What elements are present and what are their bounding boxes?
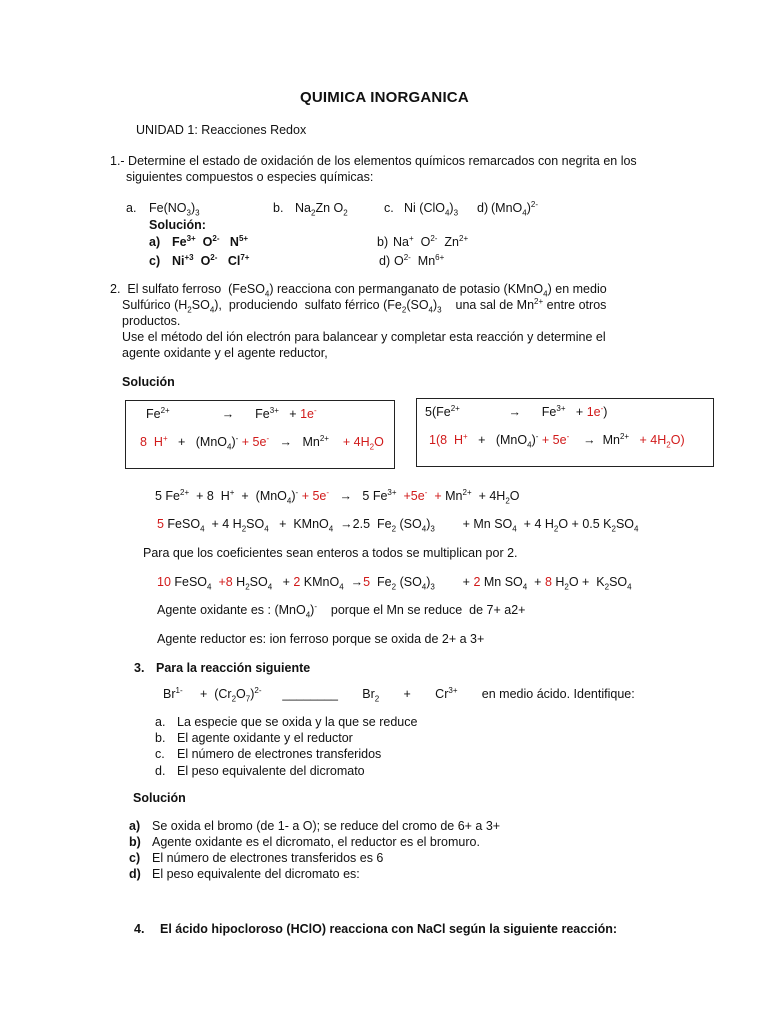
q1-item-d-label: d): [477, 201, 489, 215]
q2-solution-label: Solución: [122, 375, 175, 389]
q4-text: El ácido hipocloroso (HClO) reacciona con NaCl según la siguiente reacción:: [160, 922, 618, 936]
equation-molecular: 5 FeSO$_4$ + 4 $H_2SO_4$ + KMnO$_4$ →2.5 $Fe_2$ $(SO_4)_3$ + Mn $SO_4 + 4$ $H_2O + 0.5$ $K_2SO_4$: [157, 517, 639, 534]
coefficients-note: Para que los coeficientes sean enteros a todos se multiplican por 2.: [143, 546, 518, 560]
q3-ans-d-label: d): [129, 867, 141, 881]
equation-ionic: 5 $Fe^{2+} + 8$ H+ + (MnO$_4$)- + 5e- → 5 $Fe^{3+} +5e^- + Mn^{2+} + 4H_2O$: [155, 487, 520, 506]
q3-item-c: El número de electrones transferidos: [177, 747, 382, 761]
q3-item-a-label: a.: [155, 715, 166, 729]
box1-row1: $Fe^{2+}$ → $Fe^{3+} + 1e^-$: [146, 405, 317, 421]
q2-line2: Sulfúrico $(H_2SO_4)$, produciendo sulfato férrico ($Fe_2(SO_4)_3$ una sal de $Mn^{2+}$ entre otros: [122, 296, 607, 315]
half-reactions-box: [125, 400, 395, 469]
q2-line1: 2. El sulfato ferroso (FeSO$_4$) reacciona con permanganato de potasio (KMnO$_4$) en medio: [110, 282, 607, 299]
q1-item-b-label: b.: [273, 201, 284, 215]
q3-ans-c: El número de electrones transferidos es 6: [152, 851, 384, 865]
q2-line5: agente oxidante y el agente reductor,: [122, 346, 328, 360]
unit-heading: UNIDAD 1: Reacciones Redox: [136, 123, 307, 137]
q1-item-c-label: c.: [384, 201, 394, 215]
oxidizing-agent-text: Agente oxidante es : (MnO$_4$)- porque el Mn se reduce de 7+ a2+: [157, 601, 526, 620]
q3-reaction: $Br^{1-}$ + $(Cr_2O_7)^{2-}$ ________ $Br_2$ + $Cr^{3+}$ en medio ácido. Identifique:: [163, 685, 635, 704]
q3-item-d: El peso equivalente del dicromato: [177, 764, 365, 778]
q4-number: 4.: [134, 922, 145, 936]
q1-ans-a-label: a): [149, 235, 161, 249]
q1-item-a: $Fe(NO_3)_3$: [149, 201, 200, 218]
q3-item-c-label: c.: [155, 747, 165, 761]
q3-item-b-label: b.: [155, 731, 166, 745]
balanced-half-reactions-box: [416, 398, 714, 467]
q3-item-d-label: d.: [155, 764, 166, 778]
q3-ans-d: El peso equivalente del dicromato es:: [152, 867, 360, 881]
box2-row2: 1(8 H+ + (MnO$_4$)- + 5e- → $Mn^{2+}$ + $4H_2O$): [429, 431, 685, 450]
q1-item-d: $(MnO_4)^{2-}$: [491, 199, 538, 218]
reducing-agent-text: Agente reductor es: ion ferroso porque se oxida de 2+ a 3+: [157, 632, 485, 646]
q3-ans-a: Se oxida el bromo (de 1- a O); se reduce del cromo de 6+ a 3+: [152, 819, 501, 833]
q2-line4: Use el método del ión electrón para balancear y completar esta reacción y determine el: [122, 330, 606, 344]
q1-item-a-label: a.: [126, 201, 137, 215]
q1-ans-c: $Ni^{+3}$ $O^{2-}$ $Cl^{7+}$: [172, 252, 250, 268]
q1-item-b: $Na_2Zn$ $O_2$: [295, 201, 348, 218]
q1-line1: 1.- Determine el estado de oxidación de los elementos químicos remarcados con negrita en los: [110, 154, 637, 168]
q3-ans-a-label: a): [129, 819, 141, 833]
q3-item-b: El agente oxidante y el reductor: [177, 731, 353, 745]
page-title: QUIMICA INORGANICA: [300, 89, 469, 106]
q3-heading: Para la reacción siguiente: [156, 661, 311, 675]
box2-row1: $5(Fe^{2+}$ → $Fe^{3+} + 1e^-$): [425, 403, 608, 419]
box1-row2: 8 $H^+ + (MnO_4)^- + 5e^- \to Mn^{2+}$ + $4H_2O$: [140, 433, 384, 452]
q1-line2: siguientes compuestos o especies químicas:: [126, 170, 374, 184]
q1-ans-a: $Fe^{3+}$ $O^{2-}$ $N^{5+}$: [172, 233, 249, 249]
q3-ans-b: Agente oxidante es el dicromato, el reductor es el bromuro.: [152, 835, 480, 849]
q1-ans-b-label: b): [377, 235, 389, 249]
equation-integer: 10 FeSO$_4$ +8 $H_2SO_4 + 2$ KMnO$_4$ →5 $Fe_2$ $(SO_4)_3$ + 2 Mn $SO_4 + 8$ $H_2O + K_2SO_4$: [157, 575, 632, 592]
q1-ans-d-label: d): [379, 254, 391, 268]
q3-ans-c-label: c): [129, 851, 141, 865]
q1-item-c: Ni $(ClO_4)_3$: [404, 201, 459, 218]
q1-solution-label: Solución:: [149, 218, 206, 232]
q2-line3: productos.: [122, 314, 181, 328]
q3-number: 3.: [134, 661, 145, 675]
q3-item-a: La especie que se oxida y la que se reduce: [177, 715, 418, 729]
q1-ans-d: $O^{2-}$ $Mn^{6+}$: [394, 252, 445, 268]
q3-solution-label: Solución: [133, 791, 186, 805]
q1-ans-b: Na+ $O^{2-}$ $Zn^{2+}$: [393, 233, 469, 249]
q3-ans-b-label: b): [129, 835, 141, 849]
q1-ans-c-label: c): [149, 254, 161, 268]
